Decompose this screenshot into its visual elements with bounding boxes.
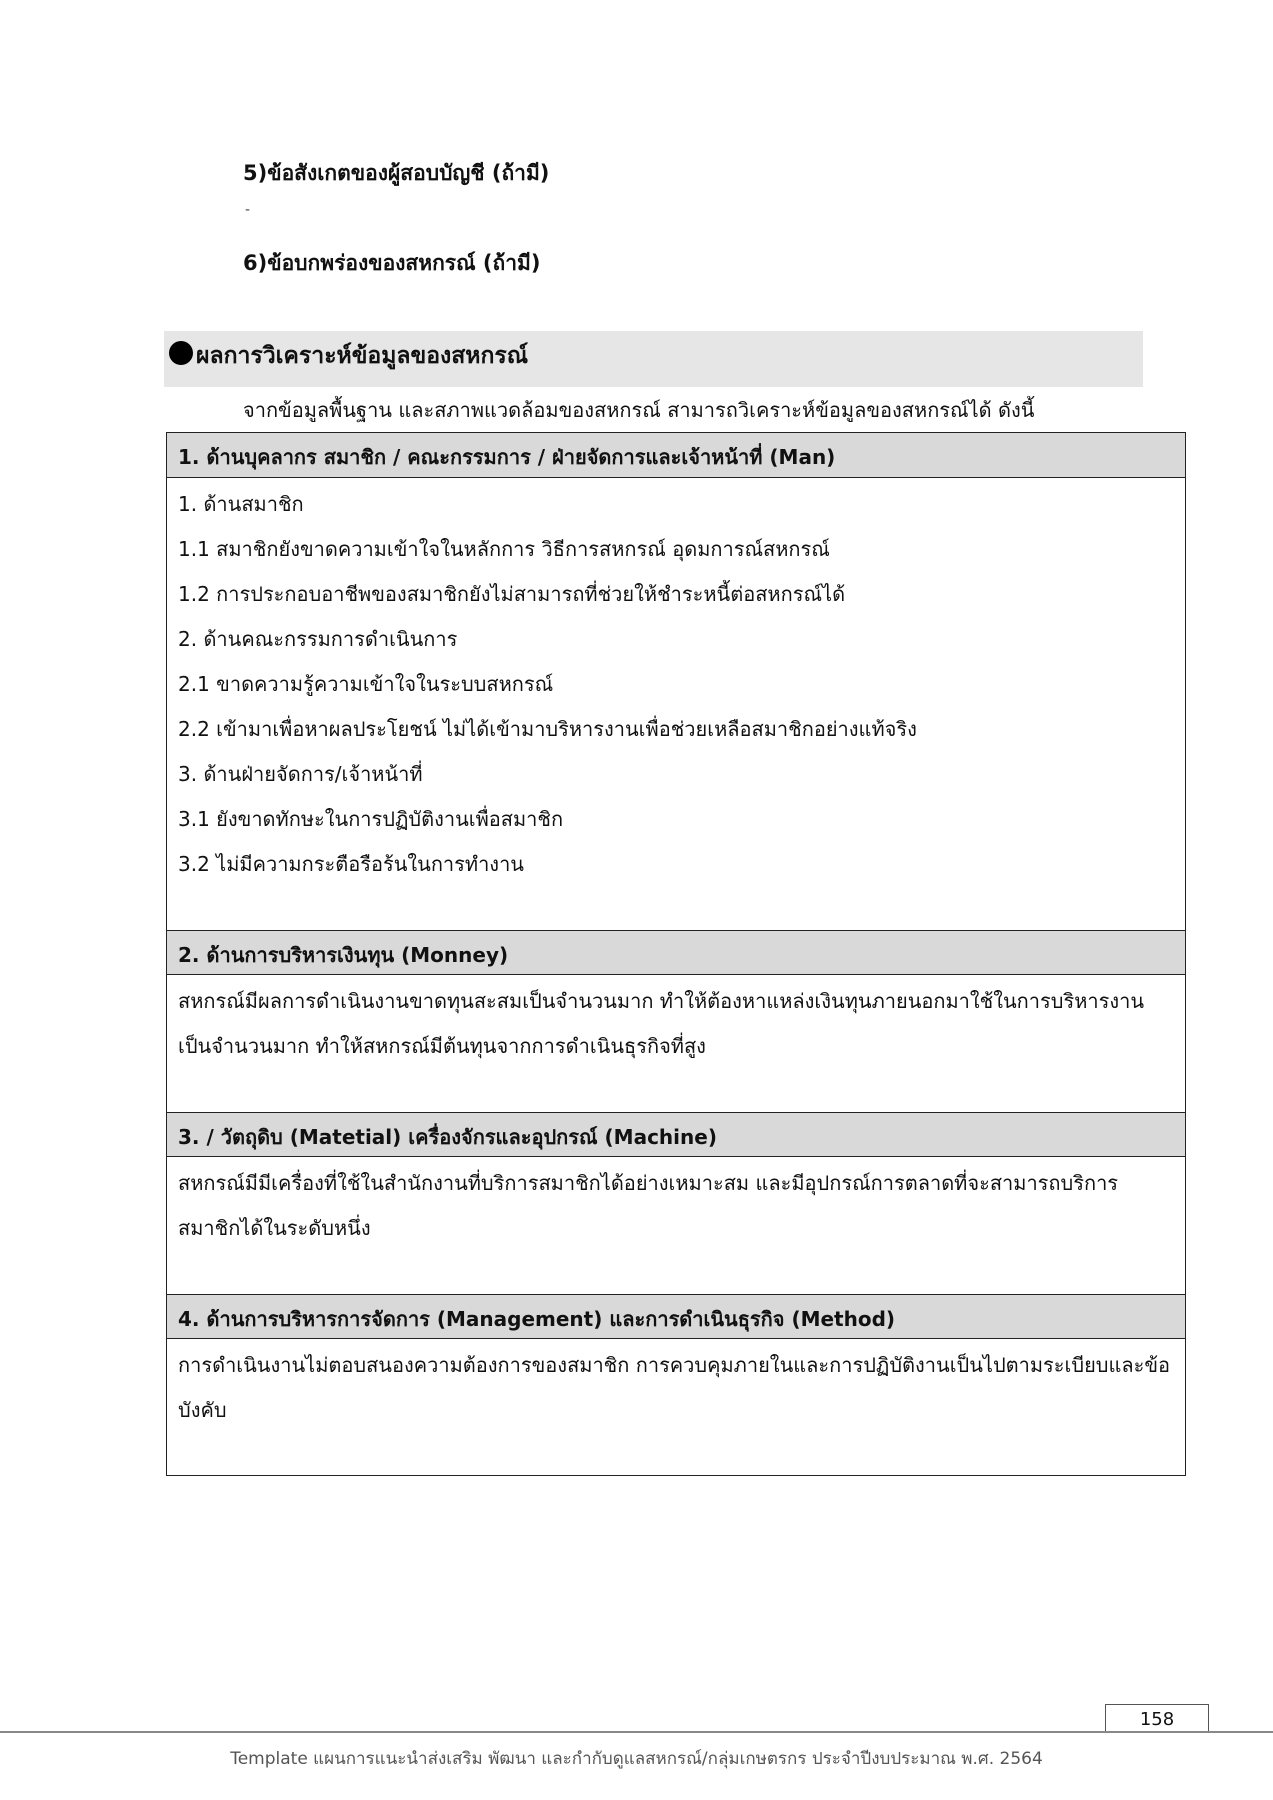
table-body-management-method (167, 1339, 1185, 1475)
footer-divider (0, 1731, 1273, 1733)
analysis-section-title: ผลการวิเคราะห์ข้อมูลของสหกรณ์ (196, 343, 529, 369)
list-item: 3.2 ไม่มีความกระตือรือร้นในการทำงาน (178, 852, 524, 876)
table-header-man: 1. ด้านบุคลากร สมาชิก / คณะกรรมการ / ฝ่ายจัดการและเจ้าหน้าที่ (Man) (167, 433, 1185, 478)
list-item: 2. ด้านคณะกรรมการดำเนินการ (178, 627, 458, 651)
analysis-intro: จากข้อมูลพื้นฐาน และสภาพแวดล้อมของสหกรณ์ สามารถวิเคราะห์ข้อมูลของสหกรณ์ได้ ดังนี้ (243, 398, 1035, 422)
list-item: 3. ด้านฝ่ายจัดการ/เจ้าหน้าที่ (178, 762, 423, 786)
list-item: 2.1 ขาดความรู้ความเข้าใจในระบบสหกรณ์ (178, 672, 554, 696)
table-body-material-machine (167, 1157, 1185, 1294)
list-item: 1.2 การประกอบอาชีพของสมาชิกยังไม่สามารถที่ช่วยให้ชำระหนี้ต่อสหกรณ์ได้ (178, 582, 846, 606)
empty-value-dash: - (245, 202, 251, 218)
table-header-money: 2. ด้านการบริหารเงินทุน (Monney) (167, 930, 1185, 975)
list-item: 2.2 เข้ามาเพื่อหาผลประโยชน์ ไม่ได้เข้ามาบริหารงานเพื่อช่วยเหลือสมาชิกอย่างแท้จริง (178, 717, 917, 741)
heading-auditor-observations: 5)ข้อสังเกตของผู้สอบบัญชี (ถ้ามี) (243, 161, 550, 185)
list-item: 1. ด้านสมาชิก (178, 492, 304, 516)
bullet-icon (169, 341, 193, 365)
list-item: 3.1 ยังขาดทักษะในการปฏิบัติงานเพื่อสมาชิก (178, 807, 564, 831)
footer-text: Template แผนการแนะนำส่งเสริม พัฒนา และกำกับดูแลสหกรณ์/กลุ่มเกษตรกร ประจำปีงบประมาณ พ.ศ. 2564 (230, 1749, 1043, 1769)
table-body-man (167, 478, 1185, 930)
list-item: 1.1 สมาชิกยังขาดความเข้าใจในหลักการ วิธีการสหกรณ์ อุดมการณ์สหกรณ์ (178, 537, 830, 561)
analysis-table (166, 432, 1186, 1476)
analysis-section-bar (164, 331, 1143, 387)
table-header-management-method: 4. ด้านการบริหารการจัดการ (Management) และการดำเนินธุรกิจ (Method) (167, 1294, 1185, 1339)
paragraph: สหกรณ์มีมีเครื่องที่ใช้ในสำนักงานที่บริการสมาชิกได้อย่างเหมาะสม และมีอุปกรณ์การตลาดที่จะสามารถบริการสมาชิกได้ในระดับหนึ่ง (178, 1171, 1119, 1240)
table-header-material-machine: 3. / วัตถุดิบ (Matetial) เครื่องจักรและอุปกรณ์ (Machine) (167, 1112, 1185, 1157)
page-number: 158 (1105, 1704, 1209, 1733)
paragraph: สหกรณ์มีผลการดำเนินงานขาดทุนสะสมเป็นจำนวนมาก ทำให้ต้องหาแหล่งเงินทุนภายนอกมาใช้ในการบริหารงานเป็นจำนวนมาก ทำให้สหกรณ์มีต้นทุนจากการดำเนินธุรกิจที่สูง (178, 989, 1145, 1058)
paragraph: การดำเนินงานไม่ตอบสนองความต้องการของสมาชิก การควบคุมภายในและการปฏิบัติงานเป็นไปตามระเบียบและข้อบังคับ (178, 1353, 1171, 1422)
heading-cooperative-defects: 6)ข้อบกพร่องของสหกรณ์ (ถ้ามี) (243, 251, 541, 275)
table-body-money (167, 975, 1185, 1112)
